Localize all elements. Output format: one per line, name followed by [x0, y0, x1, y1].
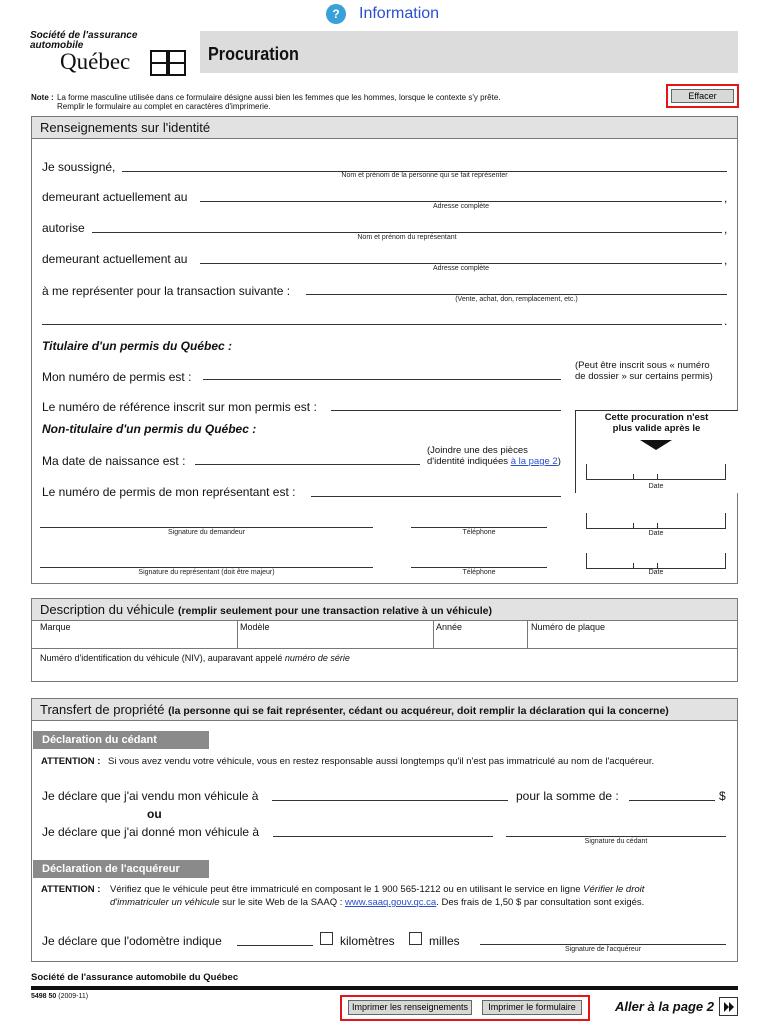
next-page-button[interactable]: Aller à la page 2: [615, 997, 740, 1019]
autorise-label: autorise: [42, 221, 85, 235]
note-label: Note :: [31, 93, 54, 102]
representant-field[interactable]: [92, 232, 722, 233]
odometre-label: Je déclare que l'odomètre indique: [42, 934, 222, 948]
vendu-label: Je déclare que j'ai vendu mon véhicule à: [42, 789, 259, 803]
help-icon: ?: [326, 4, 346, 24]
vehicle-title: Description du véhicule: [40, 602, 175, 617]
page-title: Procuration: [208, 44, 299, 64]
donne-label: Je déclare que j'ai donné mon véhicule à: [42, 825, 260, 839]
transfer-section: Transfert de propriété (la personne qui se fait représenter, cédant ou acquéreur, doit remplir la déclaration qui la concerne): [31, 698, 738, 962]
footer-rule: [31, 986, 738, 990]
demeurant1-label: demeurant actuellement au: [42, 190, 188, 204]
fast-forward-icon: [719, 997, 738, 1016]
info-button[interactable]: [326, 3, 456, 27]
identity-title: Renseignements sur l'identité: [40, 120, 211, 135]
naissance-label: Ma date de naissance est :: [42, 454, 186, 468]
niv-field[interactable]: Numéro d'identification du véhicule (NIV), auparavant appelé numéro de série: [40, 653, 350, 663]
transfer-title: Transfert de propriété: [40, 702, 165, 717]
saaq-logo: Société de l'assurance automobile Québec: [30, 30, 190, 80]
soussigne-label: Je soussigné,: [42, 160, 116, 174]
acquereur-heading: Déclaration de l'acquéreur: [33, 860, 209, 878]
cedant-heading: Déclaration du cédant: [33, 731, 209, 749]
titulaire-heading: Titulaire d'un permis du Québec :: [42, 339, 232, 353]
clear-button[interactable]: Effacer: [671, 89, 734, 103]
telephone1-field[interactable]: [411, 527, 547, 528]
vendu-field[interactable]: [272, 800, 508, 801]
sig-demandeur-field[interactable]: [40, 527, 373, 528]
reference-field[interactable]: [331, 410, 561, 411]
km-checkbox[interactable]: [320, 932, 333, 945]
permis-label: Mon numéro de permis est :: [42, 370, 192, 384]
permis-field[interactable]: [203, 379, 561, 380]
validity-date-field[interactable]: [586, 464, 726, 480]
rep-permis-label: Le numéro de permis de mon représentant est :: [42, 485, 296, 499]
sig-acquereur-field[interactable]: [480, 944, 726, 945]
info-label: Information: [359, 5, 440, 22]
rep-permis-field[interactable]: [311, 496, 561, 497]
page2-link[interactable]: à la page 2: [510, 456, 558, 467]
note-line1: La forme masculine utilisée dans ce formulaire désigne aussi bien les femmes que les hommes, lorsque le contexte s'y prête.: [57, 93, 501, 102]
modele-field[interactable]: Modèle: [240, 622, 270, 632]
plaque-field[interactable]: Numéro de plaque: [531, 622, 606, 632]
quebec-flag-icon: [150, 50, 186, 76]
annee-field[interactable]: Année: [436, 622, 463, 632]
transaction-label: à me représenter pour la transaction suivante :: [42, 284, 291, 298]
naissance-field[interactable]: [195, 464, 420, 465]
adresse2-field[interactable]: [200, 263, 722, 264]
adresse1-field[interactable]: [200, 201, 722, 202]
somme-label: pour la somme de :: [516, 789, 619, 803]
miles-checkbox[interactable]: [409, 932, 422, 945]
transaction-field[interactable]: [306, 294, 727, 295]
odometre-field[interactable]: [237, 945, 313, 946]
saaq-link[interactable]: www.saaq.gouv.qc.ca: [345, 897, 437, 908]
title-bar: [200, 31, 738, 73]
telephone2-field[interactable]: [411, 567, 547, 568]
sig-representant-field[interactable]: [40, 567, 373, 568]
footer-org: Société de l'assurance automobile du Québec: [31, 972, 239, 983]
note-line2: Remplir le formulaire au complet en caractères d'imprimerie.: [57, 102, 271, 111]
reference-label: Le numéro de référence inscrit sur mon permis est :: [42, 400, 317, 414]
donne-field[interactable]: [273, 836, 493, 837]
transaction-field-2[interactable]: [42, 324, 722, 325]
somme-field[interactable]: [629, 800, 715, 801]
non-titulaire-heading: Non-titulaire d'un permis du Québec :: [42, 422, 257, 436]
date3-field[interactable]: [586, 553, 726, 569]
vehicle-section: Description du véhicule (remplir seulement pour une transaction relative à un véhicule): [31, 598, 738, 682]
date2-field[interactable]: [586, 513, 726, 529]
demeurant2-label: demeurant actuellement au: [42, 252, 188, 266]
print-info-button[interactable]: Imprimer les renseignements: [348, 1000, 472, 1015]
arrow-down-icon: [640, 440, 672, 450]
sig-cedant-field[interactable]: [506, 836, 726, 837]
print-form-button[interactable]: Imprimer le formulaire: [482, 1000, 582, 1015]
form-number: 5498 50: [31, 993, 57, 1000]
marque-field[interactable]: Marque: [40, 622, 71, 632]
